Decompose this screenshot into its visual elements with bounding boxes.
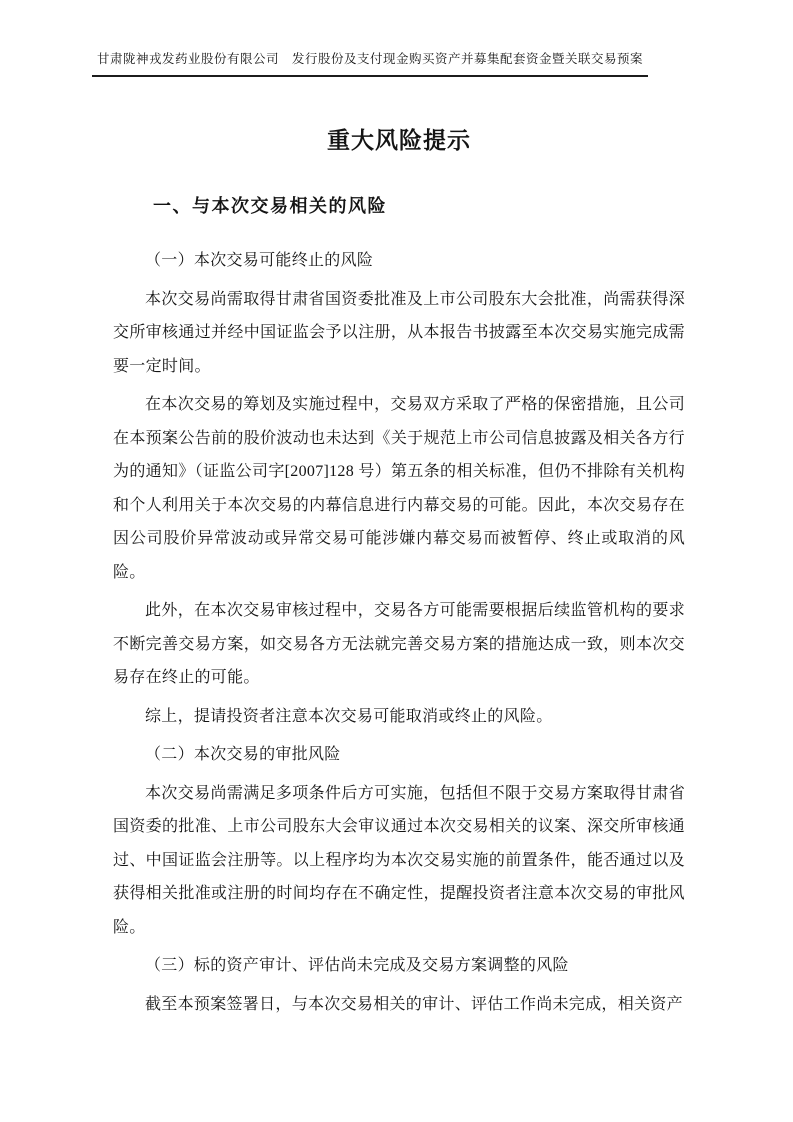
subsection-heading: （二）本次交易的审批风险 [145,746,341,763]
paragraph: 本次交易尚需满足多项条件后方可实施，包括但不限于交易方案取得甘肃省国资委的批准、上市公司股东大会审议通过本次交易相关的议案、深交所审核通过、中国证监会注册等。以上程序均为本次交易实施的前置条件，能否通过以及获得相关批准或注册的时间均存在不确定性，提醒投资者注意本次交易的审批风险。 [113,784,685,936]
document-body [113,127,685,1026]
paragraph: 本次交易尚需取得甘肃省国资委批准及上市公司股东大会批准，尚需获得深交所审核通过并经中国证监会予以注册，从本报告书披露至本次交易实施完成需要一定时间。 [113,290,685,375]
subsection-heading: （三）标的资产审计、评估尚未完成及交易方案调整的风险 [145,957,569,974]
page-header-text: 甘肃陇神戎发药业股份有限公司 发行股份及支付现金购买资产并募集配套资金暨关联交易预案 [96,52,643,66]
paragraph: 在本次交易的筹划及实施过程中，交易双方采取了严格的保密措施，且公司在本预案公告前的股价波动也未达到《关于规范上市公司信息披露及相关各方行为的通知》（证监公司字[2007]128 号）第五条的相关标准，但仍不排除有关机构和个人利用关于本次交易的内幕信息进行内幕交易的可能。因此，本次交易存在因公司股价异常波动或异常交易可能涉嫌内幕交易而被暂停、终止或取消的风险。 [113,396,685,581]
section-heading: 一、与本次交易相关的风险 [153,196,387,216]
document-title: 重大风险提示 [327,128,471,153]
paragraph: 综上，提请投资者注意本次交易可能取消或终止的风险。 [145,707,553,725]
page-header [92,50,648,77]
paragraph: 此外，在本次交易审核过程中，交易各方可能需要根据后续监管机构的要求不断完善交易方案，如交易各方无法就完善交易方案的措施达成一致，则本次交易存在终止的可能。 [113,602,685,686]
paragraph: 截至本预案签署日，与本次交易相关的审计、评估工作尚未完成，相关资产 [145,995,683,1013]
subsection-heading: （一）本次交易可能终止的风险 [145,252,374,269]
